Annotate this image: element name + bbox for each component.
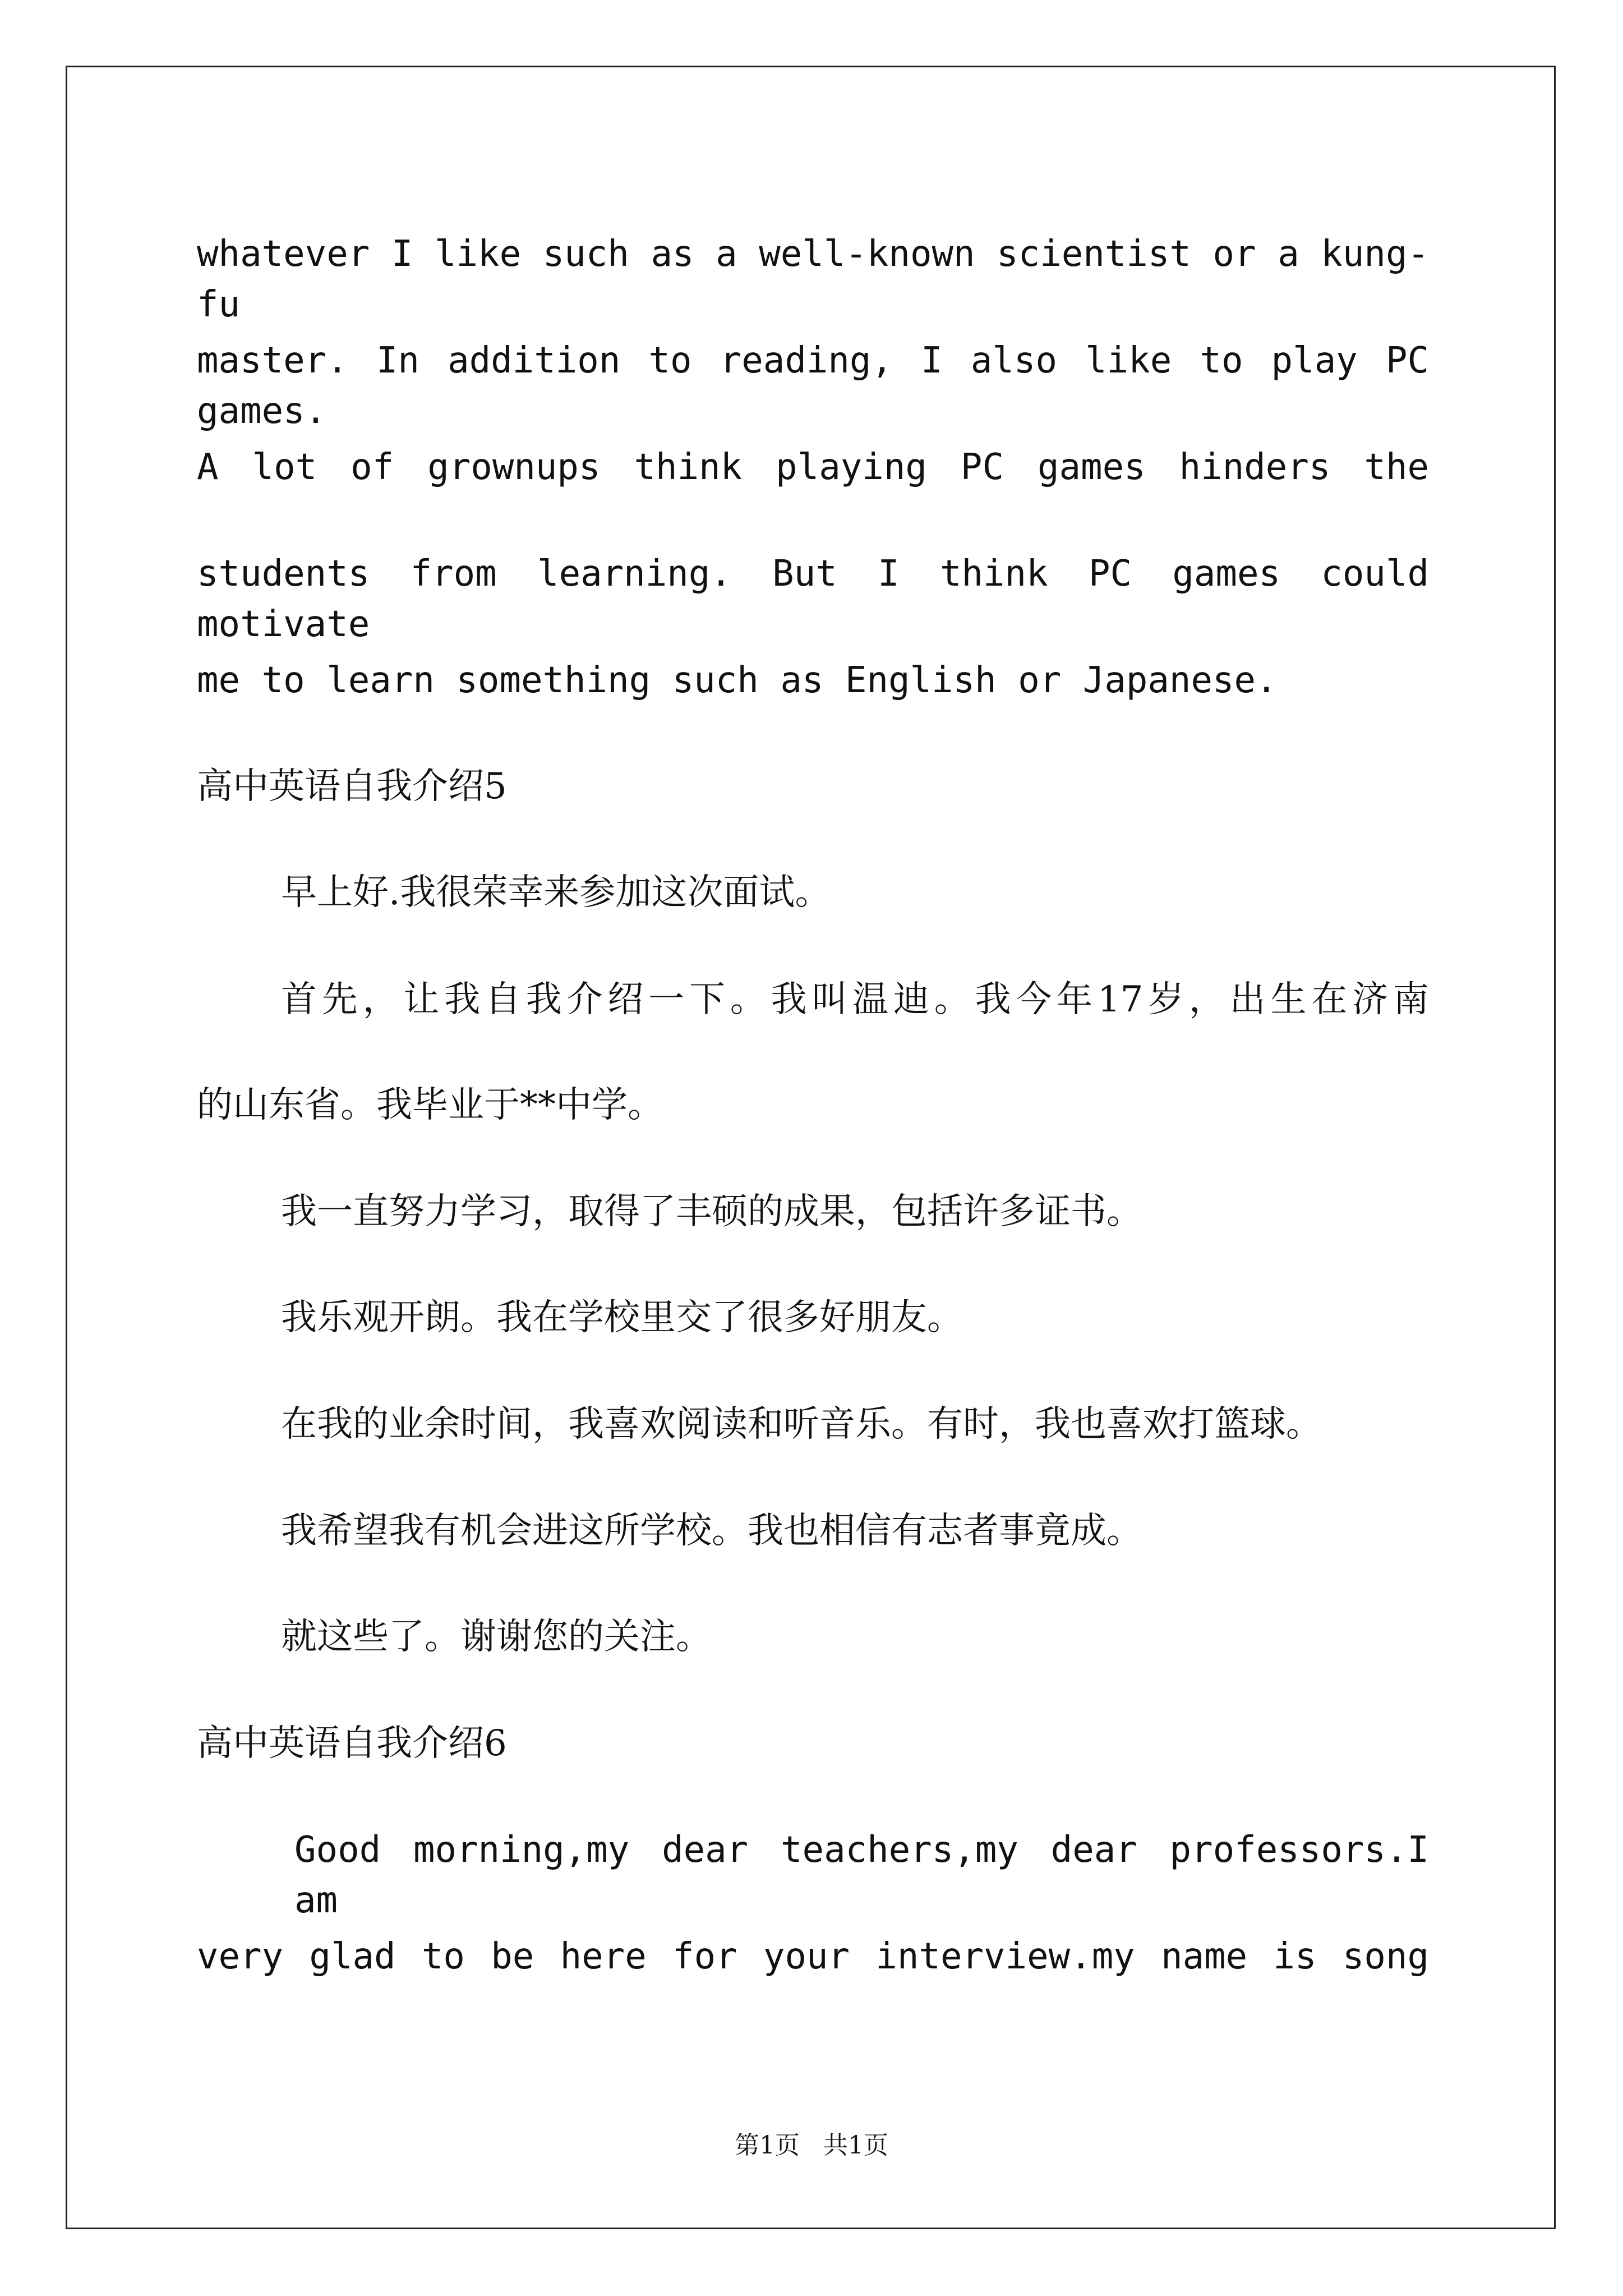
paragraph: 我乐观开朗。我在学校里交了很多好朋友。 [281, 1297, 963, 1338]
text-line: me to learn something such as English or Japanese. [197, 660, 1278, 701]
paragraph: 在我的业余时间，我喜欢阅读和听音乐。有时，我也喜欢打篮球。 [281, 1404, 1322, 1445]
page-number: 第1页 共1页 [735, 2131, 888, 2160]
section-heading: 高中英语自我介绍5 [197, 766, 507, 807]
text-line: students from learning. But I think PC games could motivate [197, 553, 1429, 645]
text-line: whatever I like such as a well-known scientist or a kung-fu [197, 233, 1429, 325]
paragraph: 的山东省。我毕业于**中学。 [197, 1084, 663, 1126]
paragraph: 早上好.我很荣幸来参加这次面试。 [281, 872, 831, 913]
paragraph: 就这些了。谢谢您的关注。 [281, 1616, 712, 1658]
section-heading: 高中英语自我介绍6 [197, 1723, 507, 1764]
paragraph: 首先，让我自我介绍一下。我叫温迪。我今年17岁，出生在济南 [281, 979, 1429, 1020]
paragraph: 我一直努力学习，取得了丰硕的成果，包括许多证书。 [281, 1191, 1142, 1232]
paragraph: 我希望我有机会进这所学校。我也相信有志者事竟成。 [281, 1510, 1142, 1552]
text-line: very glad to be here for your interview.my name is song [197, 1936, 1429, 1977]
text-line: Good morning,my dear teachers,my dear professors.I am [294, 1829, 1429, 1921]
text-line: master. In addition to reading, I also like to play PC games. [197, 340, 1429, 432]
text-line: A lot of grownups think playing PC games hinders the [197, 447, 1429, 488]
